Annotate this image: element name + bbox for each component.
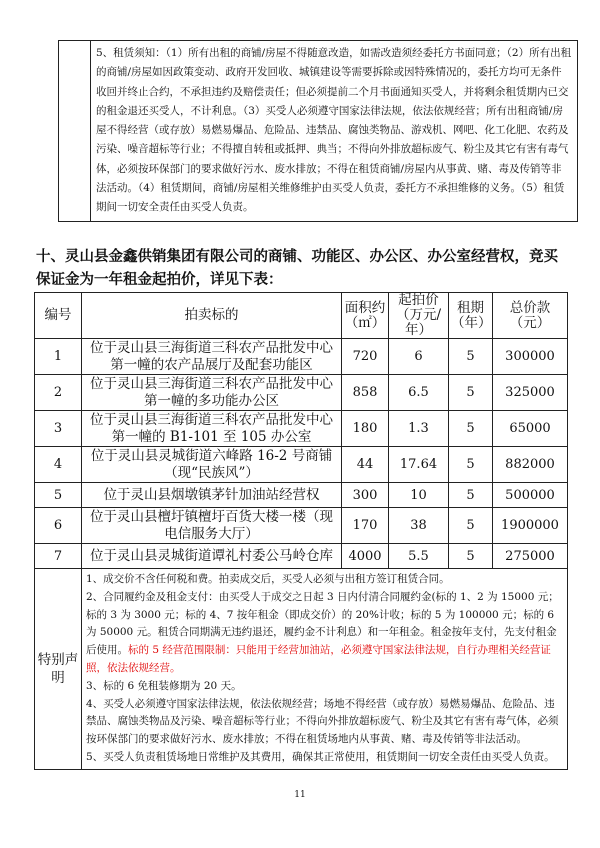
header-item: 拍卖标的 <box>82 293 342 339</box>
cell-item: 位于灵山县灵城街道六峰路 16-2 号商铺（现“民族风”） <box>82 447 342 483</box>
cell-total: 1900000 <box>493 508 568 544</box>
cell-area: 720 <box>342 339 389 375</box>
cell-no: 5 <box>35 483 82 508</box>
section-heading: 十、灵山县金鑫供销集团有限公司的商铺、功能区、办公区、办公室经营权，竞买保证金为一年租金起拍价，详见下表： <box>36 249 558 288</box>
cell-area: 180 <box>342 411 389 447</box>
cell-total: 882000 <box>493 447 568 483</box>
cell-no: 7 <box>35 544 82 569</box>
cell-item: 位于灵山县烟墩镇茅针加油站经营权 <box>82 483 342 508</box>
cell-term: 5 <box>449 411 493 447</box>
cell-term: 5 <box>449 339 493 375</box>
notes-row <box>35 569 568 770</box>
table-row <box>35 483 568 508</box>
header-total: 总价款（元） <box>493 293 568 339</box>
cell-item: 位于灵山县灵城街道谭礼村委公马岭仓库 <box>82 544 342 569</box>
cell-term: 5 <box>449 483 493 508</box>
header-no: 编号 <box>35 293 82 339</box>
cell-area: 858 <box>342 375 389 411</box>
header-start-price: 起拍价（万元/年） <box>389 293 449 339</box>
cell-term: 5 <box>449 508 493 544</box>
cell-area: 44 <box>342 447 389 483</box>
cell-total: 325000 <box>493 375 568 411</box>
blank-cell <box>59 41 91 222</box>
cell-area: 4000 <box>342 544 389 569</box>
rental-notice-table <box>58 40 578 222</box>
header-area: 面积约（㎡） <box>342 293 389 339</box>
notes-label: 特别声明 <box>35 569 82 770</box>
note-2 <box>86 589 563 678</box>
cell-start-price: 38 <box>389 508 449 544</box>
cell-term: 5 <box>449 544 493 569</box>
cell-area: 170 <box>342 508 389 544</box>
cell-item: 位于灵山县三海街道三科农产品批发中心第一幢的 B1-101 至 105 办公室 <box>82 411 342 447</box>
cell-term: 5 <box>449 375 493 411</box>
note-2-warning: 标的 5 经营范围限制：只能用于经营加油站，必须遵守国家法律法规，自行办理相关经营证照，依法依规经营。 <box>86 644 551 674</box>
cell-start-price: 6 <box>389 339 449 375</box>
note-5: 5、买受人负责租赁场地日常维护及其费用，确保其正常使用，租赁期间一切安全责任由买受人负责。 <box>86 750 555 763</box>
table-row <box>35 411 568 447</box>
table-row <box>35 544 568 569</box>
cell-start-price: 10 <box>389 483 449 508</box>
table-row <box>35 339 568 375</box>
header-term: 租期（年） <box>449 293 493 339</box>
cell-term: 5 <box>449 447 493 483</box>
cell-item: 位于灵山县三海街道三科农产品批发中心第一幢的多功能办公区 <box>82 375 342 411</box>
cell-start-price: 17.64 <box>389 447 449 483</box>
cell-area: 300 <box>342 483 389 508</box>
cell-no: 1 <box>35 339 82 375</box>
cell-start-price: 1.3 <box>389 411 449 447</box>
cell-no: 2 <box>35 375 82 411</box>
cell-no: 3 <box>35 411 82 447</box>
page-number: 11 <box>294 790 306 800</box>
table-header-row <box>35 293 568 339</box>
cell-total: 65000 <box>493 411 568 447</box>
cell-no: 4 <box>35 447 82 483</box>
note-2-text: 2、合同履约金及租金支付：由买受人于成交之日起 3 日内付清合同履约金(标的 1、2 为 15000 元；标的 3 为 3000 元；标的 4、7 按年租金（即成交价）的 20%计收；标的 5 为 100000 元；标的 6 为 50000 元。租赁合同期满无违约退还，履约金不计利息）和一年租金。租金按年支付，先支付租金后使用。 <box>86 590 559 657</box>
table-row <box>35 447 568 483</box>
table-row <box>35 508 568 544</box>
note-3: 3、标的 6 免租装修期为 20 天。 <box>86 679 242 692</box>
cell-no: 6 <box>35 508 82 544</box>
cell-item: 位于灵山县三海街道三科农产品批发中心第一幢的农产品展厅及配套功能区 <box>82 339 342 375</box>
cell-start-price: 6.5 <box>389 375 449 411</box>
cell-start-price: 5.5 <box>389 544 449 569</box>
table-row <box>35 375 568 411</box>
auction-table <box>34 292 568 770</box>
cell-total: 500000 <box>493 483 568 508</box>
cell-total: 300000 <box>493 339 568 375</box>
note-1: 1、成交价不含任何税和费。拍卖成交后，买受人必须与出租方签订租赁合同。 <box>86 573 450 585</box>
special-notes <box>82 569 568 770</box>
note-4: 4、买受人必须遵守国家法律法规，依法依规经营；场地不得经营（或存放）易燃易爆品、危险品、违禁品、腐蚀类物品及污染、噪音超标等行业；不得向外排放超标废气、粉尘及其它有害有毒气体，必须按环保部门的要求做好污水、废水排放；不得在租赁场地内从事黄、赌、毒及传销等非法活动。 <box>86 697 559 746</box>
cell-item: 位于灵山县檀圩镇檀圩百货大楼一楼（现电信服务大厅） <box>82 508 342 544</box>
cell-total: 275000 <box>493 544 568 569</box>
rental-notice-text: 5、租赁须知：（1）所有出租的商铺/房屋不得随意改造，如需改造须经委托方书面同意；（2）所有出租的商铺/房屋如因政策变动、政府开发回收、城镇建设等需要拆除或因特殊情况的，委托方均可无条件收回并终止合约，不承担违约及赔偿责任；但必须提前二个月书面通知买受人，并将剩余租赁期内已交的租金退还买受人，不计利息。（3）买受人必须遵守国家法律法规，依法依规经营；所有出租商铺/房屋不得经营（或存放）易燃易爆品、危险品、违禁品、腐蚀类物品、游戏机、网吧、化工化肥、农药及污染、噪音超标等行业；不得擅自转租或抵押、典当；不得向外排放超标废气、粉尘及其它有害有毒气体，必须按环保部门的要求做好污水、废水排放；不得在租赁商铺/房屋内从事黄、赌、毒及传销等非法活动。（4）租赁期间，商铺/房屋相关维修维护由买受人负责，委托方不承担维修的义务。（5）租赁期间一切安全责任由买受人负责。 <box>91 41 578 222</box>
